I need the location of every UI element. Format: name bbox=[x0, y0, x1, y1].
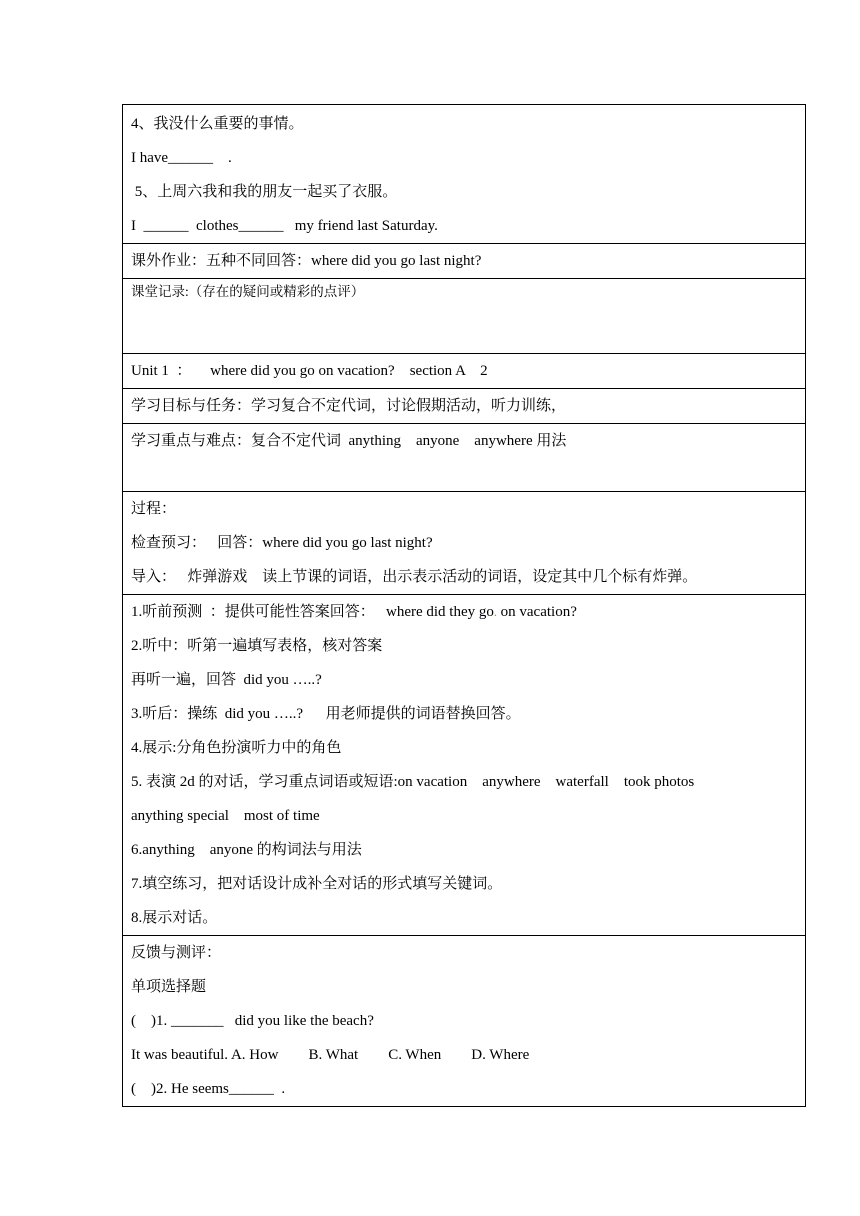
table-row bbox=[123, 389, 806, 424]
question-line: It was beautiful. A. How B. What C. When D. Where bbox=[131, 1047, 530, 1063]
objectives-text: 学习目标与任务：学习复合不定代词，讨论假期活动，听力训练， bbox=[131, 398, 567, 414]
table-row bbox=[123, 595, 806, 936]
lesson-plan-table bbox=[122, 104, 806, 1107]
step-line: 3.听后：操练 did you …..? 用老师提供的词语替换回答。 bbox=[131, 706, 521, 722]
unit-title-cell bbox=[123, 354, 806, 389]
exercise-line: 4、我没什么重要的事情。 bbox=[131, 116, 304, 132]
homework-cell bbox=[123, 244, 806, 279]
process-line: 检查预习： 回答：where did you go last night? bbox=[131, 535, 433, 551]
step-line: 2.听中：听第一遍填写表格，核对答案 bbox=[131, 638, 383, 654]
step-text: 1.听前预测 ：提供可能性答案回答： where did they go bbox=[131, 604, 494, 620]
step-line bbox=[131, 595, 797, 629]
process-line: 过程： bbox=[131, 501, 177, 517]
table-row bbox=[123, 424, 806, 492]
step-line: 4.展示:分角色扮演听力中的角色 bbox=[131, 740, 342, 756]
table-row bbox=[123, 354, 806, 389]
feedback-cell bbox=[123, 936, 806, 1107]
step-text-tail: on vacation? bbox=[496, 604, 577, 620]
table-row bbox=[123, 936, 806, 1107]
key-points-text: 学习重点与难点：复合不定代词 anything anyone anywhere 用法 bbox=[131, 433, 567, 449]
class-notes-cell bbox=[123, 279, 806, 354]
homework-text: 课外作业：五种不同回答：where did you go last night? bbox=[131, 253, 482, 269]
exercise-line: I ______ clothes______ my friend last Saturday. bbox=[131, 218, 438, 234]
table-row bbox=[123, 244, 806, 279]
step-line: 5. 表演 2d 的对话，学习重点词语或短语:on vacation anywhere waterfall took photos bbox=[131, 774, 695, 790]
exercise-line: I have______ . bbox=[131, 150, 232, 166]
process-cell bbox=[123, 492, 806, 595]
key-points-cell bbox=[123, 424, 806, 492]
question-line: ( )1. _______ did you like the beach? bbox=[131, 1013, 374, 1029]
process-line: 导入： 炸弹游戏 读上节课的词语，出示表示活动的词语，设定其中几个标有炸弹。 bbox=[131, 569, 698, 585]
translation-exercise-cell bbox=[123, 105, 806, 244]
step-line: 8.展示对话。 bbox=[131, 910, 218, 926]
class-notes-label: 课堂记录:（存在的疑问或精彩的点评） bbox=[131, 284, 365, 299]
listening-steps-cell bbox=[123, 595, 806, 936]
dot-mark: . bbox=[493, 605, 497, 619]
exercise-line: 5、上周六我和我的朋友一起买了衣服。 bbox=[131, 184, 398, 200]
step-line: 6.anything anyone 的构词法与用法 bbox=[131, 842, 362, 858]
step-line: anything special most of time bbox=[131, 808, 320, 824]
unit-title: Unit 1 ： where did you go on vacation? section A 2 bbox=[131, 363, 488, 379]
table-row bbox=[123, 492, 806, 595]
feedback-line: 单项选择题 bbox=[131, 979, 207, 995]
table-row bbox=[123, 105, 806, 244]
step-line: 7.填空练习，把对话设计成补全对话的形式填写关键词。 bbox=[131, 876, 503, 892]
question-line: ( )2. He seems______ . bbox=[131, 1081, 286, 1097]
step-line: 再听一遍，回答 did you …..? bbox=[131, 672, 322, 688]
objectives-cell bbox=[123, 389, 806, 424]
feedback-line: 反馈与测评： bbox=[131, 945, 222, 961]
table-row bbox=[123, 279, 806, 354]
